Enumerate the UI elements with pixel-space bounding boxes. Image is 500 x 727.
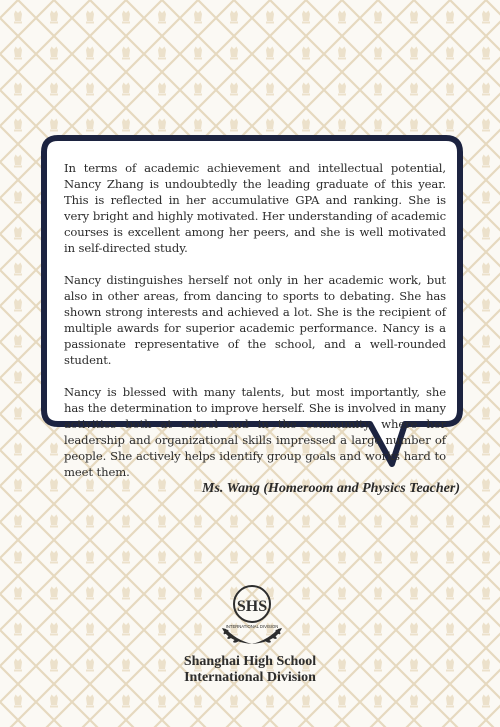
letter-paragraph-3: Nancy is blessed with many talents, but most importantly, she has the determination to improve herself. She is involved in many activities both at school and in the community, where her leadership and organizational skills impressed a large number of people. She actively helps identify group goals and works hard to meet them. bbox=[64, 385, 446, 479]
school-name-line1: Shanghai High School bbox=[183, 654, 317, 669]
recommendation-letter-text bbox=[64, 160, 446, 496]
letter-paragraph-1: In terms of academic achievement and intellectual potential, Nancy Zhang is undoubtedly the leading graduate of this year. This is reflected in her accumulative GPA and ranking. She is very bright and highly motivated. Her understanding of academic courses is excellent among her peers, and she is well motivated in self-directed study. bbox=[64, 161, 446, 255]
school-name bbox=[150, 654, 350, 686]
letter-signature: Ms. Wang (Homeroom and Physics Teacher) bbox=[202, 481, 460, 496]
letter-paragraph-2: Nancy distinguishes herself not only in her academic work, but also in other areas, from dancing to sports to debating. She has shown strong interests and achieved a lot. She is the recipient of multiple awards for superior academic performance. Nancy is a passionate representative of the school, and a well-rounded student. bbox=[64, 273, 446, 367]
logo-monogram: SHS bbox=[236, 598, 268, 615]
school-logo-icon bbox=[212, 584, 292, 650]
school-name-line2: International Division bbox=[184, 670, 316, 685]
logo-caption: INTERNATIONAL DIVISION bbox=[225, 624, 279, 629]
